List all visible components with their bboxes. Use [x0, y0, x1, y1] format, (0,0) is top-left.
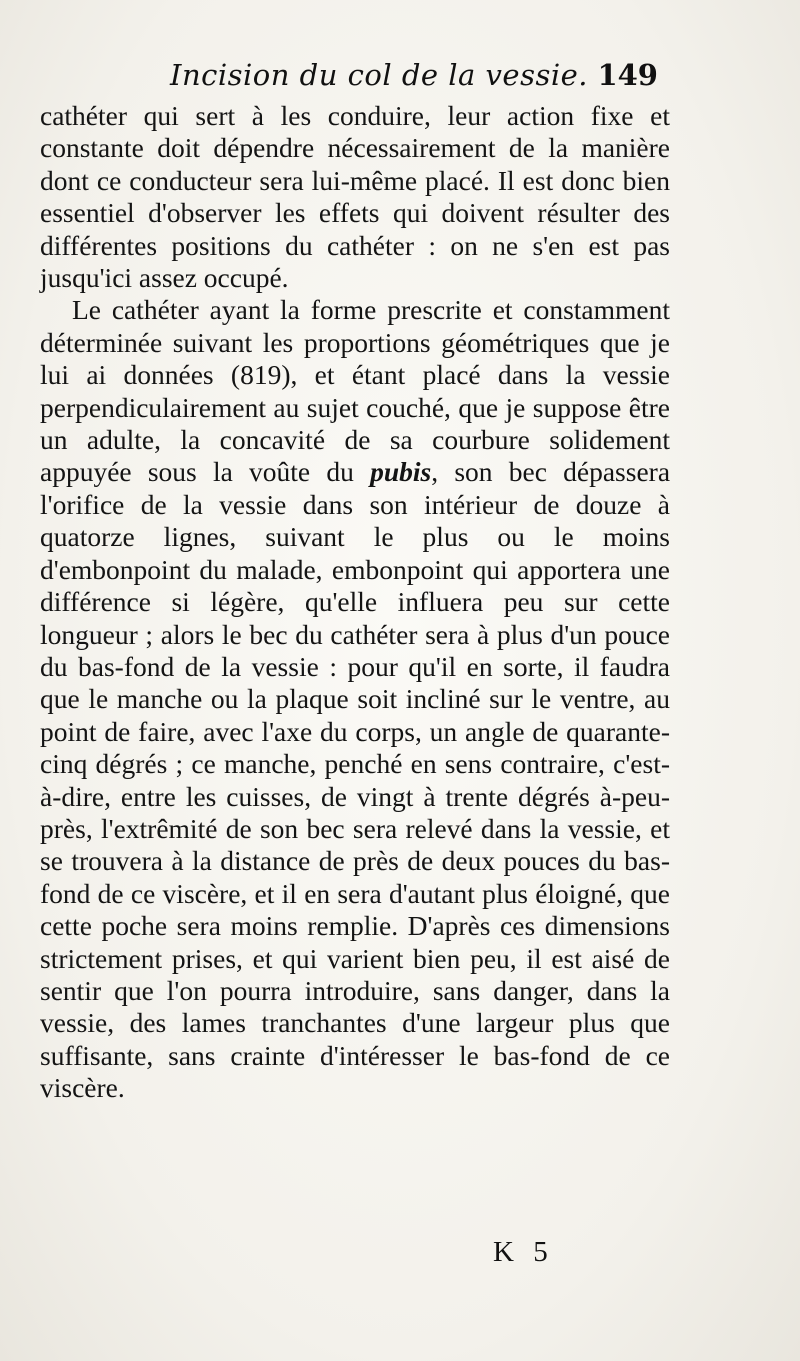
paragraph-2	[40, 294, 670, 1104]
paragraph-2-part-a: Le cathéter ayant la forme prescrite et constamment déterminée suivant les proportions géométriques que je lui ai données (819), et étant placé dans la vessie perpendiculairement au sujet couché, que je suppose être un adulte, la concavité de sa courbure solidement appuyée sous la voûte du	[40, 294, 670, 488]
page-number: 149	[597, 58, 658, 92]
paragraph-1: cathéter qui sert à les conduire, leur action fixe et constante doit dépendre nécessairement de la manière dont ce conducteur sera lui-même placé. Il est donc bien essentiel d'observer les effets qui doivent résulter des différentes positions du cathéter : on ne s'en est pas jusqu'ici assez occupé.	[40, 100, 670, 294]
signature-mark: K 5	[493, 1236, 554, 1268]
paragraph-2-part-b: , son bec dépassera l'orifice de la vessie dans son intérieur de douze à quatorze lignes, suivant le plus ou le moins d'embonpoint du malade, embonpoint qui apportera une différence si légère, qu'elle influera peu sur cette longueur ; alors le bec du cathéter sera à plus d'un pouce du bas-fond de la vessie : pour qu'il en sorte, il faudra que le manche ou la plaque soit incliné sur le ventre, au point de faire, avec l'axe du corps, un angle de quarante-cinq dégrés ; ce manche, penché en sens contraire, c'est-à-dire, entre les cuisses, de vingt à trente dégrés à-peu-près, l'extrêmité de son bec sera relevé dans la vessie, et se trouvera à la distance de près de deux pouces du bas-fond de ce viscère, et il en sera d'autant plus éloigné, que cette poche sera moins remplie. D'après ces dimensions strictement prises, et qui varient bien peu, il est aisé de sentir que l'on pourra introduire, sans danger, dans la vessie, des lames tranchantes d'une largeur plus que suffisante, sans crainte d'intéresser le bas-fond de ce viscère.	[40, 456, 671, 1104]
running-title: Incision du col de la vessie.	[170, 58, 589, 92]
body-text	[40, 100, 670, 1105]
page-header	[40, 58, 670, 100]
pubis-term: pubis	[370, 456, 432, 488]
